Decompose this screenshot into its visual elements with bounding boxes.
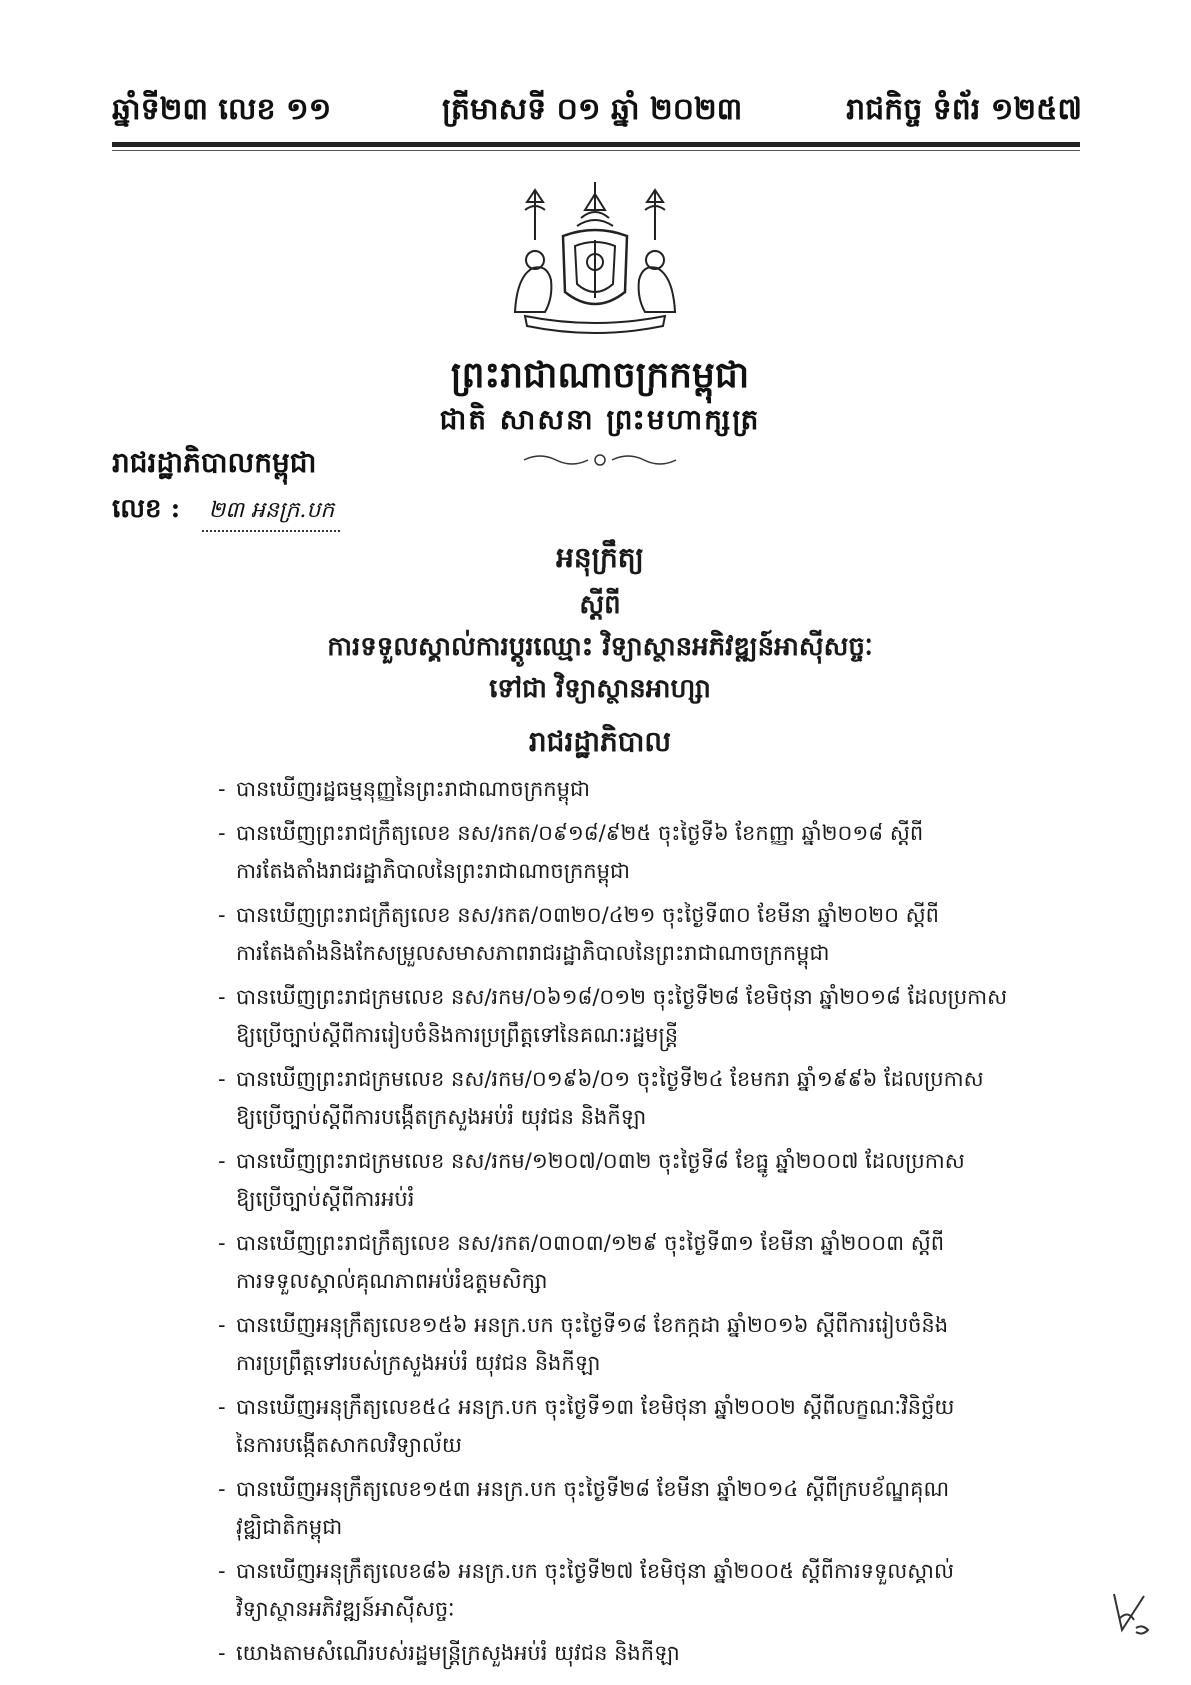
decree-title: អនុក្រឹត្យ bbox=[556, 541, 644, 574]
header-page-number: រាជកិច្ច ទំព័រ ១២៥៧ bbox=[846, 92, 1082, 127]
recital-line: - បានឃើញព្រះរាជក្រឹត្យលេខ នស/រកត/០៣០៣/១២៩ ចុះថ្ងៃទី៣១ ខែមីនា ឆ្នាំ២០០៣ ស្តីពី bbox=[236, 1231, 945, 1255]
recital-item bbox=[218, 1552, 1038, 1628]
national-motto: ជាតិ សាសនា ព្រះមហាក្សត្រ bbox=[439, 403, 761, 436]
recital-line: - បានឃើញព្រះរាជក្រមលេខ នស/រកម/០១៩៦/០១ ចុះថ្ងៃទី២៤ ខែមករា ឆ្នាំ១៩៩៦ ដែលប្រកាស bbox=[236, 1067, 984, 1091]
kingdom-title: ព្រះរាជាណាចក្រកម្ពុជា bbox=[450, 354, 750, 396]
recital-line: ឱ្យប្រើច្បាប់ស្តីពីការរៀបចំនិងការប្រព្រឹត្តទៅនៃគណៈរដ្ឋមន្ត្រី bbox=[236, 1023, 679, 1047]
recital-line: វុឌ្ឍិជាតិកម្ពុជា bbox=[236, 1515, 343, 1539]
recital-line: - បានឃើញអនុក្រឹត្យលេខ១៥៣ អនក្រ.បក ចុះថ្ងៃទី២៨ ខែមីនា ឆ្នាំ២០១៤ ស្តីពីក្របខ័ណ្ឌគុណ bbox=[236, 1477, 950, 1501]
recital-item bbox=[218, 1142, 1038, 1218]
recital-line: ការទទួលស្គាល់គុណភាពអប់រំឧត្តមសិក្សា bbox=[236, 1269, 548, 1293]
recital-item bbox=[218, 814, 1038, 890]
government-heading: រាជរដ្ឋាភិបាល bbox=[528, 725, 672, 758]
recital-line: នៃការបង្កើតសាកលវិទ្យាល័យ bbox=[236, 1433, 462, 1457]
header-year-issue: ឆ្នាំទី២៣ លេខ ១១ bbox=[112, 92, 332, 127]
recital-line: - បានឃើញអនុក្រឹត្យលេខ៥៤ អនក្រ.បក ចុះថ្ងៃទី១៣ ខែមិថុនា ឆ្នាំ២០០២ ស្តីពីលក្ខណៈវិនិច្ឆ័យ bbox=[236, 1395, 955, 1419]
initials-mark-icon bbox=[1108, 1590, 1152, 1638]
recital-line: - បានឃើញអនុក្រឹត្យលេខ១៥៦ អនក្រ.បក ចុះថ្ងៃទី១៨ ខែកក្កដា ឆ្នាំ២០១៦ ស្តីពីការរៀបចំនិង bbox=[236, 1313, 949, 1337]
recital-item bbox=[218, 1224, 1038, 1300]
recital-line: - បានឃើញព្រះរាជក្រឹត្យលេខ នស/រកត/០៣២០/៤២១ ចុះថ្ងៃទី៣០ ខែមីនា ឆ្នាំ២០២០ ស្តីពី bbox=[236, 903, 939, 927]
recital-item bbox=[218, 1060, 1038, 1136]
header-rule bbox=[112, 142, 1080, 147]
decree-number-value: ២៣ អនក្រ.បក bbox=[202, 496, 340, 532]
recital-line: - បានឃើញព្រះរាជក្រមលេខ នស/រកម/១២០៧/០៣២ ចុះថ្ងៃទី៨ ខែធ្នូ ឆ្នាំ២០០៧ ដែលប្រកាស bbox=[236, 1149, 965, 1173]
recital-line: វិទ្យាស្ថានអភិវឌ្ឍន៍អាស៊ីសច្ចៈ bbox=[236, 1597, 455, 1621]
ornament-divider-icon bbox=[520, 452, 680, 468]
decree-number-label: លេខ : bbox=[112, 494, 181, 524]
decree-subject-line-2: ទៅជា វិទ្យាស្ថានអាហ្សា bbox=[489, 674, 711, 704]
recital-item bbox=[218, 1470, 1038, 1546]
recital-line: - បានឃើញអនុក្រឹត្យលេខ៨៦ អនក្រ.បក ចុះថ្ងៃទី២៧ ខែមិថុនា ឆ្នាំ២០០៥ ស្តីពីការទទួលស្គាល់ bbox=[236, 1559, 954, 1583]
recitals-list bbox=[218, 770, 1038, 1678]
recital-line: - បានឃើញរដ្ឋធម្មនុញ្ញនៃព្រះរាជាណាចក្រកម្ពុជា bbox=[236, 777, 590, 801]
recital-line: ការតែងតាំងនិងកែសម្រួលសមាសភាពរាជរដ្ឋាភិបាលនៃព្រះរាជាណាចក្រកម្ពុជា bbox=[236, 941, 830, 965]
recital-item bbox=[218, 896, 1038, 972]
recital-line: ឱ្យប្រើច្បាប់ស្តីពីការអប់រំ bbox=[236, 1187, 415, 1211]
recital-line: - យោងតាមសំណើរបស់រដ្ឋមន្ត្រីក្រសួងអប់រំ យុវជន និងកីឡា bbox=[236, 1641, 680, 1665]
recital-item bbox=[218, 1634, 1038, 1672]
recital-item bbox=[218, 978, 1038, 1054]
decree-about: ស្តីពី bbox=[579, 590, 621, 620]
recital-line: - បានឃើញព្រះរាជក្រឹត្យលេខ នស/រកត/០៩១៨/៩២៥ ចុះថ្ងៃទី៦ ខែកញ្ញា ឆ្នាំ២០១៨ ស្តីពី bbox=[236, 821, 924, 845]
recital-line: - បានឃើញព្រះរាជក្រមលេខ នស/រកម/០៦១៨/០១២ ចុះថ្ងៃទី២៨ ខែមិថុនា ឆ្នាំ២០១៨ ដែលប្រកាស bbox=[236, 985, 1008, 1009]
header-quarter: ត្រីមាសទី ០១ ឆ្នាំ ២០២៣ bbox=[442, 92, 743, 127]
decree-subject-line-1: ការទទួលស្គាល់ការប្តូរឈ្មោះ វិទ្យាស្ថានអភិវឌ្ឍន៍អាស៊ីសច្ចៈ bbox=[327, 632, 873, 662]
header-rule-thin bbox=[112, 150, 1080, 151]
recital-line: ការប្រព្រឹត្តទៅរបស់ក្រសួងអប់រំ យុវជន និងកីឡា bbox=[236, 1351, 601, 1375]
decree-number bbox=[112, 492, 340, 532]
issuer-name: រាជរដ្ឋាភិបាលកម្ពុជា bbox=[112, 446, 317, 479]
royal-emblem-icon bbox=[505, 180, 685, 340]
recital-item bbox=[218, 770, 1038, 808]
recital-item bbox=[218, 1388, 1038, 1464]
recital-item bbox=[218, 1306, 1038, 1382]
recital-line: ឱ្យប្រើច្បាប់ស្តីពីការបង្កើតក្រសួងអប់រំ យុវជន និងកីឡា bbox=[236, 1105, 647, 1129]
gazette-header bbox=[112, 88, 1082, 136]
recital-line: ការតែងតាំងរាជរដ្ឋាភិបាលនៃព្រះរាជាណាចក្រកម្ពុជា bbox=[236, 859, 630, 883]
